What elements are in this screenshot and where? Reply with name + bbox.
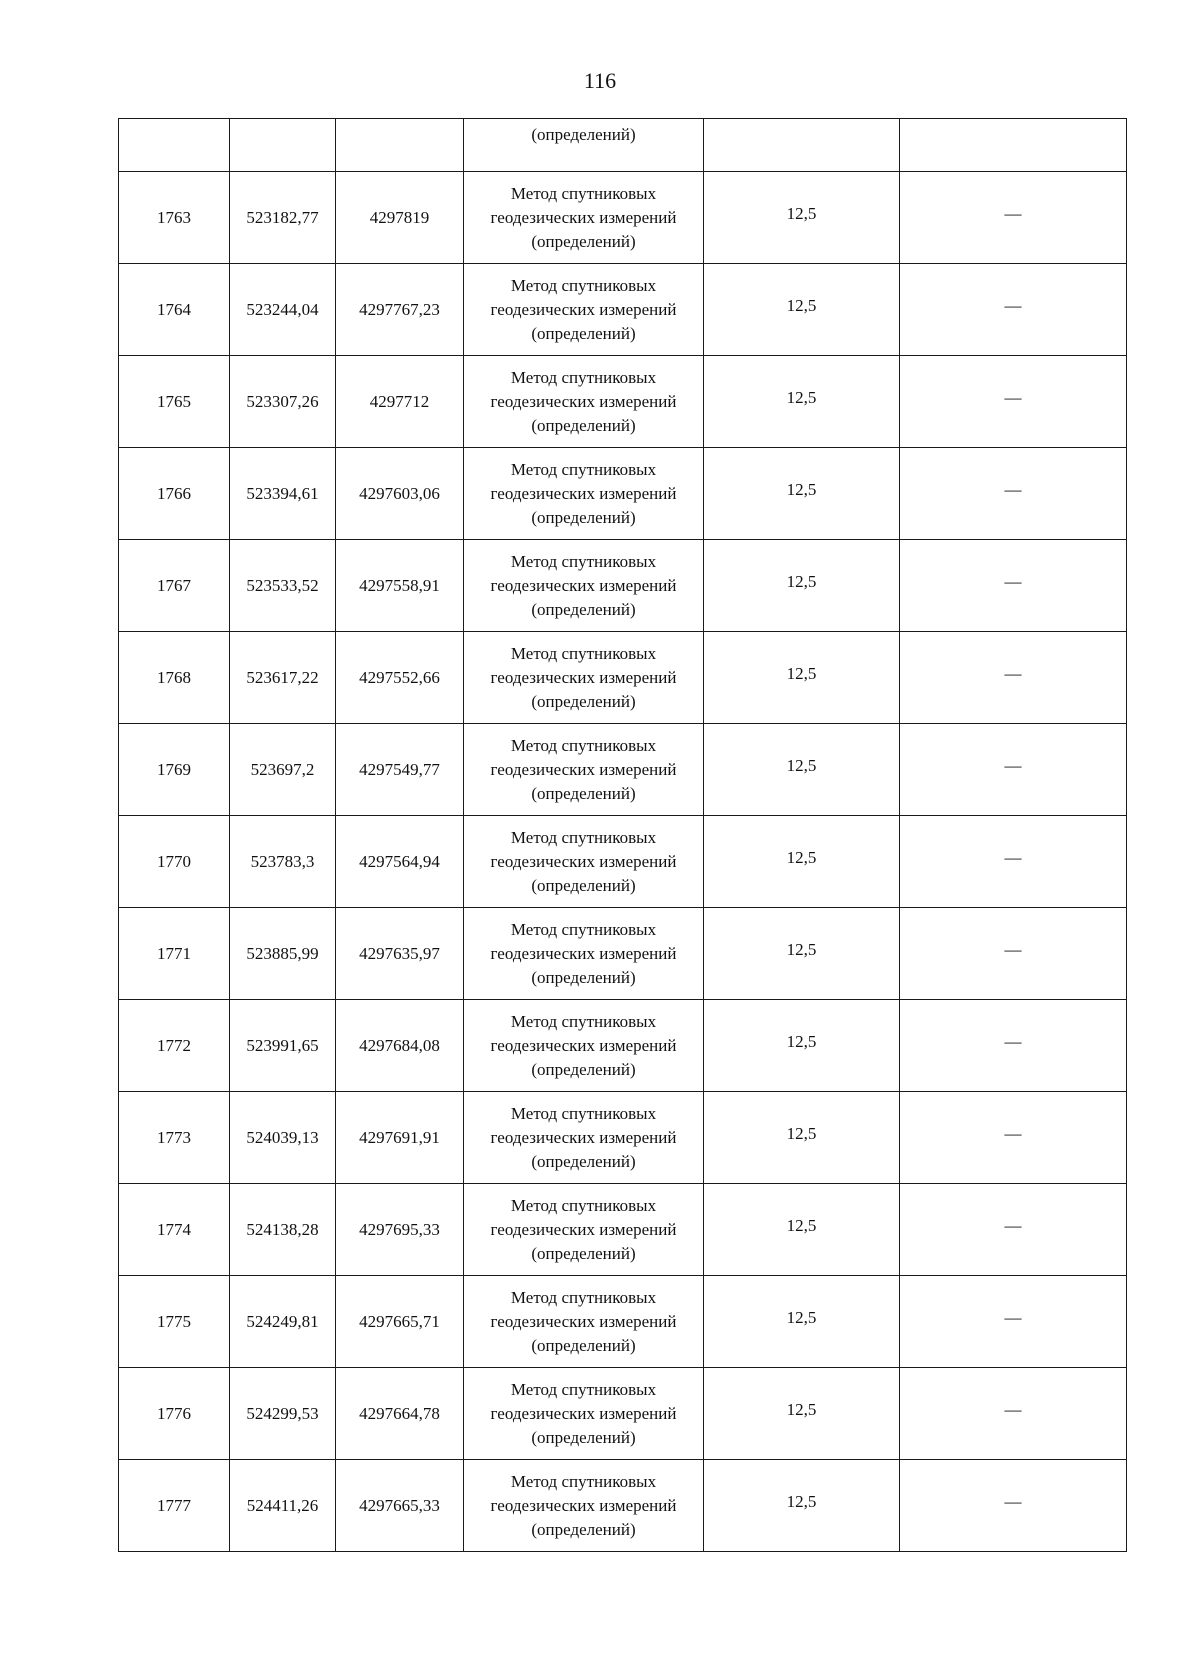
accuracy-cell-text: 12,5 [786,203,817,223]
method-line: (определений) [531,967,636,987]
point-cell [119,1460,230,1552]
note-cell [900,1460,1127,1552]
method-line: геодезических измерений [490,1495,677,1515]
method-line: Метод спутниковых [510,735,657,755]
table-row [119,264,1127,356]
note-cell [900,119,1127,172]
y-cell [336,1276,464,1368]
y-cell [336,1092,464,1184]
note-cell [900,264,1127,356]
table-row [119,448,1127,540]
note-cell-text: — [1004,755,1022,775]
method-line: Метод спутниковых [510,1471,657,1491]
coordinates-table [118,118,1127,1552]
point-cell [119,908,230,1000]
note-cell [900,356,1127,448]
note-cell-text: — [1004,1123,1022,1143]
method-cell [464,172,704,264]
y-cell-text: 4297552,66 [359,667,440,687]
method-line: геодезических измерений [490,575,677,595]
x-cell-text: 523244,04 [246,299,319,319]
accuracy-cell [704,908,900,1000]
y-cell-text: 4297665,71 [359,1311,440,1331]
note-cell [900,1184,1127,1276]
method-line: Метод спутниковых [510,643,657,663]
x-cell [230,1368,336,1460]
note-cell [900,908,1127,1000]
method-line: Метод спутниковых [510,919,657,939]
method-line: (определений) [531,691,636,711]
point-cell-text: 1768 [157,667,191,687]
y-cell [336,264,464,356]
note-cell-text: — [1004,663,1022,683]
method-line: геодезических измерений [490,1403,677,1423]
accuracy-cell [704,172,900,264]
accuracy-cell-text: 12,5 [786,939,817,959]
table-row [119,356,1127,448]
x-cell-text: 524039,13 [246,1127,319,1147]
table-row [119,1184,1127,1276]
method-line: геодезических измерений [490,1127,677,1147]
point-cell-text: 1771 [157,943,191,963]
x-cell [230,1092,336,1184]
table-row [119,1276,1127,1368]
point-cell-text: 1763 [157,207,191,227]
table-body [119,119,1127,1552]
accuracy-cell-text: 12,5 [786,1307,817,1327]
y-cell [336,540,464,632]
table-row [119,172,1127,264]
page-number: 116 [583,68,617,93]
note-cell [900,816,1127,908]
point-cell [119,1092,230,1184]
method-line: геодезических измерений [490,391,677,411]
method-line: (определений) [531,323,636,343]
accuracy-cell-text: 12,5 [786,847,817,867]
method-line: Метод спутниковых [510,1379,657,1399]
table-row [119,540,1127,632]
accuracy-cell [704,448,900,540]
y-cell-text: 4297665,33 [359,1495,440,1515]
x-cell [230,1276,336,1368]
method-line: геодезических измерений [490,483,677,503]
table-row [119,724,1127,816]
method-line: геодезических измерений [490,851,677,871]
note-cell [900,1000,1127,1092]
y-cell [336,448,464,540]
point-cell [119,1368,230,1460]
x-cell [230,119,336,172]
method-cell [464,540,704,632]
note-cell [900,1092,1127,1184]
method-line: геодезических измерений [490,759,677,779]
x-cell-text: 524249,81 [246,1311,319,1331]
note-cell-text: — [1004,1215,1022,1235]
accuracy-cell [704,1000,900,1092]
method-cell [464,356,704,448]
method-line: (определений) [531,1335,636,1355]
note-cell-text: — [1004,939,1022,959]
x-cell-text: 524138,28 [246,1219,319,1239]
x-cell-text: 523697,2 [250,759,315,779]
method-line: геодезических измерений [490,1035,677,1055]
x-cell-text: 523617,22 [246,667,319,687]
point-cell-text: 1769 [157,759,191,779]
method-line: Метод спутниковых [510,1011,657,1031]
method-cell [464,1092,704,1184]
method-cell [464,1276,704,1368]
x-cell [230,356,336,448]
x-cell-text: 523182,77 [246,207,319,227]
x-cell-text: 523885,99 [246,943,319,963]
y-cell-text: 4297603,06 [359,483,440,503]
note-cell [900,172,1127,264]
accuracy-cell [704,356,900,448]
x-cell [230,1460,336,1552]
note-cell-text: — [1004,847,1022,867]
point-cell-text: 1777 [157,1495,191,1515]
note-cell-text: — [1004,1399,1022,1419]
accuracy-cell [704,1276,900,1368]
point-cell [119,356,230,448]
x-cell [230,540,336,632]
accuracy-cell-text: 12,5 [786,663,817,683]
method-line: Метод спутниковых [510,551,657,571]
table-row [119,1092,1127,1184]
accuracy-cell-text: 12,5 [786,1215,817,1235]
accuracy-cell-text: 12,5 [786,755,817,775]
x-cell-text: 523394,61 [246,483,319,503]
accuracy-cell-text: 12,5 [786,571,817,591]
x-cell-text: 524299,53 [246,1403,319,1423]
method-line: Метод спутниковых [510,1103,657,1123]
x-cell [230,908,336,1000]
note-cell-text: — [1004,1031,1022,1051]
method-line: Метод спутниковых [510,459,657,479]
method-line: геодезических измерений [490,299,677,319]
method-line: геодезических измерений [490,1219,677,1239]
x-cell [230,1000,336,1092]
point-cell [119,816,230,908]
note-cell [900,448,1127,540]
point-cell [119,632,230,724]
x-cell-text: 524411,26 [246,1495,319,1515]
accuracy-cell [704,724,900,816]
y-cell [336,816,464,908]
method-cell [464,908,704,1000]
table-row [119,1460,1127,1552]
method-line: Метод спутниковых [510,275,657,295]
point-cell-text: 1773 [157,1127,191,1147]
y-cell [336,632,464,724]
point-cell-text: 1770 [157,851,191,871]
note-cell-text: — [1004,387,1022,407]
method-cell [464,632,704,724]
x-cell [230,816,336,908]
method-line: Метод спутниковых [510,827,657,847]
point-cell [119,724,230,816]
accuracy-cell-text: 12,5 [786,295,817,315]
method-cell [464,448,704,540]
x-cell-text: 523533,52 [246,575,319,595]
method-line: (определений) [531,1519,636,1539]
accuracy-cell [704,632,900,724]
point-cell-text: 1776 [157,1403,191,1423]
method-line: (определений) [531,875,636,895]
y-cell [336,356,464,448]
y-cell [336,1460,464,1552]
method-line: (определений) [531,1243,636,1263]
note-cell-text: — [1004,295,1022,315]
y-cell-text: 4297664,78 [359,1403,440,1423]
point-cell [119,1276,230,1368]
table-row [119,908,1127,1000]
method-line: Метод спутниковых [510,1287,657,1307]
x-cell [230,1184,336,1276]
y-cell-text: 4297691,91 [359,1127,440,1147]
method-line: Метод спутниковых [510,183,657,203]
note-cell [900,540,1127,632]
point-cell-text: 1772 [157,1035,191,1055]
note-cell [900,1368,1127,1460]
table-row [119,632,1127,724]
y-cell-text: 4297635,97 [359,943,440,963]
accuracy-cell [704,264,900,356]
method-line: (определений) [531,231,636,251]
y-cell-text: 4297564,94 [359,851,440,871]
point-cell [119,172,230,264]
method-cell [464,816,704,908]
point-cell [119,540,230,632]
accuracy-cell [704,1184,900,1276]
method-line: (определений) [531,599,636,619]
x-cell [230,448,336,540]
method-line: геодезических измерений [490,207,677,227]
y-cell [336,119,464,172]
y-cell-text: 4297549,77 [359,759,440,779]
method-line: (определений) [531,1151,636,1171]
x-cell [230,632,336,724]
y-cell [336,1184,464,1276]
accuracy-cell [704,1460,900,1552]
y-cell-text: 4297819 [369,207,430,227]
x-cell-text: 523783,3 [250,851,315,871]
note-cell-text: — [1004,1491,1022,1511]
accuracy-cell-text: 12,5 [786,1491,817,1511]
method-line: (определений) [531,415,636,435]
point-cell-text: 1766 [157,483,191,503]
method-cell [464,264,704,356]
method-line: геодезических измерений [490,943,677,963]
note-cell-text: — [1004,479,1022,499]
point-cell-text: 1774 [157,1219,191,1239]
y-cell [336,724,464,816]
y-cell [336,908,464,1000]
method-line: геодезических измерений [490,667,677,687]
method-line: (определений) [531,1059,636,1079]
x-cell [230,264,336,356]
x-cell-text: 523991,65 [246,1035,319,1055]
method-line: (определений) [531,783,636,803]
table-row [119,816,1127,908]
y-cell [336,1368,464,1460]
point-cell-text: 1767 [157,575,191,595]
note-cell [900,1276,1127,1368]
method-line: (определений) [531,1427,636,1447]
y-cell-text: 4297712 [369,391,430,411]
note-cell-text: — [1004,1307,1022,1327]
point-cell-text: 1775 [157,1311,191,1331]
y-cell-text: 4297558,91 [359,575,440,595]
accuracy-cell [704,816,900,908]
method-cell [464,1460,704,1552]
accuracy-cell-text: 12,5 [786,1031,817,1051]
accuracy-cell [704,540,900,632]
method-cell: (определений) [464,119,704,172]
method-cell [464,1000,704,1092]
point-cell [119,264,230,356]
method-cell [464,724,704,816]
note-cell [900,632,1127,724]
y-cell [336,1000,464,1092]
accuracy-cell-text: 12,5 [786,387,817,407]
x-cell [230,724,336,816]
y-cell-text: 4297695,33 [359,1219,440,1239]
y-cell-text: 4297684,08 [359,1035,440,1055]
point-cell-text: 1765 [157,391,191,411]
method-cell [464,1184,704,1276]
point-cell [119,448,230,540]
accuracy-cell-text: 12,5 [786,1123,817,1143]
method-line: (определений) [531,507,636,527]
continuation-row [119,119,1127,172]
table-row [119,1368,1127,1460]
method-line: Метод спутниковых [510,367,657,387]
point-cell [119,1184,230,1276]
accuracy-cell [704,119,900,172]
point-cell [119,1000,230,1092]
x-cell [230,172,336,264]
accuracy-cell [704,1092,900,1184]
accuracy-cell-text: 12,5 [786,479,817,499]
note-cell-text: — [1004,203,1022,223]
method-cell [464,1368,704,1460]
point-cell-text: 1764 [157,299,191,319]
note-cell [900,724,1127,816]
table-row [119,1000,1127,1092]
accuracy-cell [704,1368,900,1460]
x-cell-text: 523307,26 [246,391,319,411]
y-cell-text: 4297767,23 [359,299,440,319]
note-cell-text: — [1004,571,1022,591]
method-line: Метод спутниковых [510,1195,657,1215]
method-line: геодезических измерений [490,1311,677,1331]
y-cell [336,172,464,264]
point-cell [119,119,230,172]
accuracy-cell-text: 12,5 [786,1399,817,1419]
